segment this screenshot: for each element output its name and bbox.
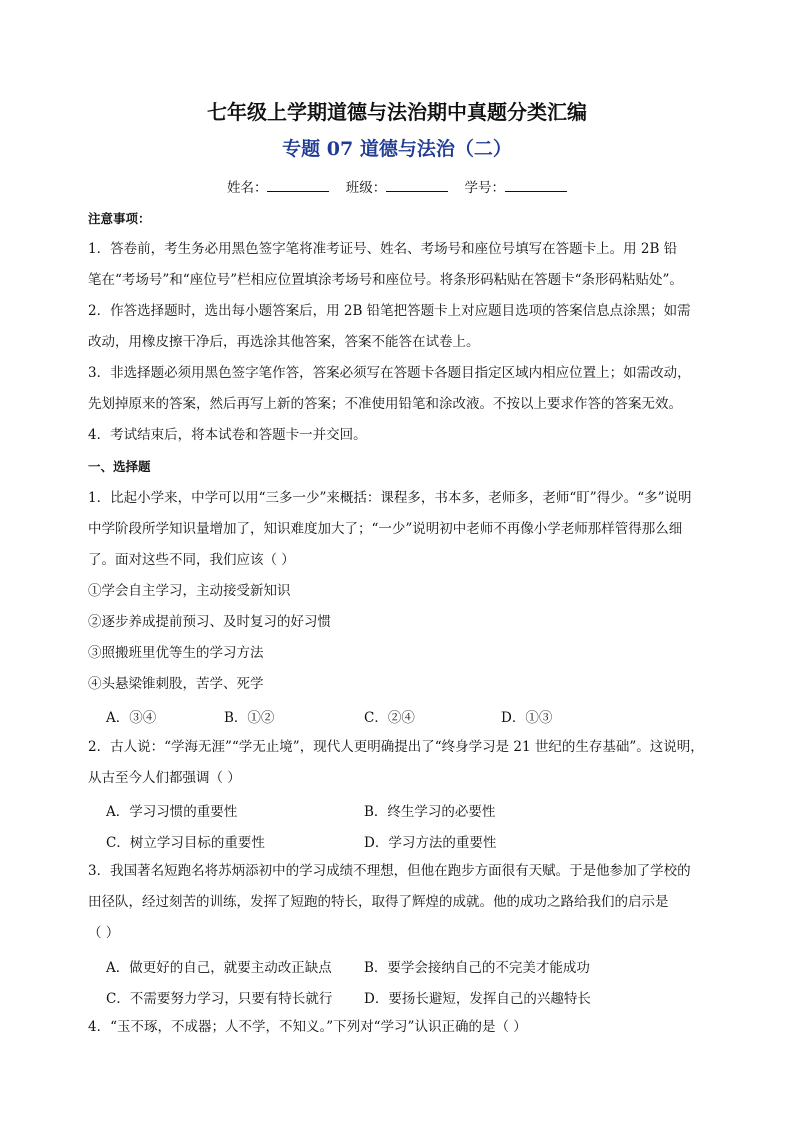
name-blank[interactable]	[267, 179, 329, 192]
q2-line-2: 从古至今人们都强调（ ）	[88, 770, 241, 786]
q1-statement-3: ③照搬班里优等生的学习方法	[88, 645, 264, 661]
q1-option-d[interactable]: D．①③	[501, 710, 553, 726]
q1-line-3: 了。面对这些不同，我们应该（ ）	[88, 552, 295, 568]
q1-option-c[interactable]: C．②④	[364, 710, 415, 726]
q1-option-b[interactable]: B．①②	[224, 710, 275, 726]
q1-line-1: 1．比起小学来，中学可以用“三多一少”来概括：课程多，书本多，老师多，老师“盯”得少。“多”说明	[88, 490, 692, 506]
notice-item-3-line-1: 3．非选择题必须用黑色签字笔作答，答案必须写在答题卡各题目指定区域内相应位置上；如需改动，	[88, 365, 691, 381]
q1-option-a[interactable]: A．③④	[106, 710, 157, 726]
q1-statement-1: ①学会自主学习，主动接受新知识	[88, 583, 291, 599]
q1-line-2: 中学阶段所学知识量增加了，知识难度加大了；“一少”说明初中老师不再像小学老师那样管得那么细	[88, 521, 683, 537]
q3-line-3: （ ）	[88, 925, 120, 941]
class-blank[interactable]	[386, 179, 448, 192]
q1-statement-2: ②逐步养成提前预习、及时复习的好习惯	[88, 614, 331, 630]
q3-option-c[interactable]: C．不需要努力学习，只要有特长就行	[106, 991, 333, 1007]
q3-option-a[interactable]: A．做更好的自己，就要主动改正缺点	[106, 960, 332, 976]
notice-item-4: 4．考试结束后，将本试卷和答题卡一并交回。	[88, 427, 367, 443]
student-info-row	[0, 176, 794, 196]
q3-line-1: 3．我国著名短跑名将苏炳添初中的学习成绩不理想，但他在跑步方面很有天赋。于是他参加了学校的	[88, 863, 691, 879]
q2-option-c[interactable]: C．树立学习目标的重要性	[106, 835, 265, 851]
q4-line-1: 4．“玉不琢，不成器；人不学，不知义。”下列对“学习”认识正确的是（ ）	[88, 1019, 527, 1035]
notice-item-1-line-1: 1．答卷前，考生务必用黑色签字笔将准考证号、姓名、考场号和座位号填写在答题卡上。用 2B 铅	[88, 241, 678, 257]
notice-item-1-line-2: 笔在“考场号”和“座位号”栏相应位置填涂考场号和座位号。将条形码粘贴在答题卡“条形码粘贴处”。	[88, 272, 683, 288]
q3-option-d[interactable]: D．要扬长避短，发挥自己的兴趣特长	[364, 991, 591, 1007]
notice-item-3-line-2: 先划掉原来的答案，然后再写上新的答案；不准使用铅笔和涂改液。不按以上要求作答的答案无效。	[88, 396, 682, 412]
name-label: 姓名：	[226, 180, 268, 196]
q2-line-1: 2．古人说：“学海无涯”“学无止境”，现代人更明确提出了“终身学习是 21 世纪的生存基础”。这说明，	[88, 739, 704, 755]
notice-item-2-line-1: 2．作答选择题时，选出每小题答案后，用 2B 铅笔把答题卡上对应题目选项的答案信息点涂黑；如需	[88, 303, 691, 319]
notice-heading: 注意事项：	[88, 211, 151, 226]
section-heading: 一、选择题	[88, 459, 151, 474]
q2-option-d[interactable]: D．学习方法的重要性	[364, 835, 497, 851]
q2-option-b[interactable]: B．终生学习的必要性	[364, 804, 496, 820]
id-blank[interactable]	[505, 179, 567, 192]
page-title: 七年级上学期道德与法治期中真题分类汇编	[207, 100, 587, 124]
id-label: 学号：	[464, 180, 506, 196]
page-subtitle: 专题 07 道德与法治（二）	[282, 138, 512, 160]
q2-option-a[interactable]: A．学习习惯的重要性	[106, 804, 238, 820]
class-label: 班级：	[345, 180, 387, 196]
q3-line-2: 田径队，经过刻苦的训练，发挥了短跑的特长，取得了辉煌的成就。他的成功之路给我们的启示是	[88, 894, 669, 910]
q3-option-b[interactable]: B．要学会接纳自己的不完美才能成功	[364, 960, 590, 976]
q1-statement-4: ④头悬梁锥刺股，苦学、死学	[88, 676, 264, 692]
notice-item-2-line-2: 改动，用橡皮擦干净后，再选涂其他答案，答案不能答在试卷上。	[88, 334, 480, 350]
